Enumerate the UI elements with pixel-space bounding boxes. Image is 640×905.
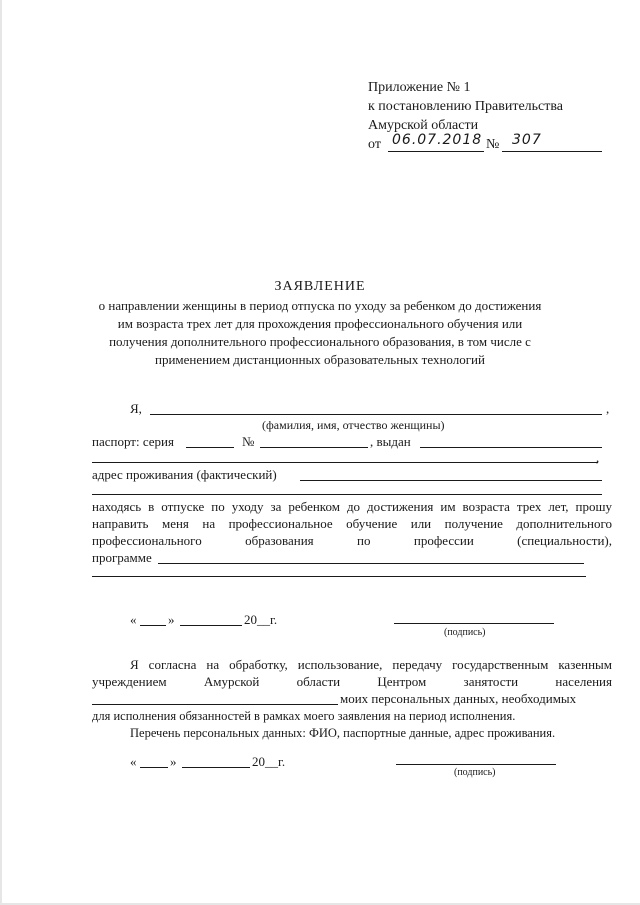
program-field[interactable] — [158, 563, 584, 564]
request-line-2: направить меня на профессиональное обучение или получение дополнительного — [92, 516, 612, 531]
request-line-1: находясь в отпуске по уходу за ребенком до достижения им возраста трех лет, прошу — [92, 499, 612, 514]
title-sub-line-3: получения дополнительного профессионального образования, в том числе с — [109, 334, 531, 349]
title-sub-line-4: применением дистанционных образовательных технологий — [155, 352, 485, 367]
sign2-signature-field[interactable] — [396, 764, 556, 765]
sign1-signature-field[interactable] — [394, 623, 554, 624]
consent-line-2: учреждением Амурской области Центром занятости населения — [92, 674, 612, 689]
sign2-day-field[interactable] — [140, 767, 168, 768]
date-underline — [388, 151, 484, 152]
title-sub-line-1: о направлении женщины в период отпуска по уходу за ребенком до достижения — [98, 298, 542, 313]
sign2-month-field[interactable] — [182, 767, 250, 768]
consent-line-1: Я согласна на обработку, использование, передачу государственным казенным — [130, 657, 612, 672]
passport-number-label: № — [242, 434, 255, 449]
consent-line-3: моих персональных данных, необходимых — [340, 691, 577, 706]
sign2-date-close: » — [170, 754, 177, 769]
ya-label: Я, — [130, 401, 142, 416]
sign1-date-close: » — [168, 612, 175, 627]
handwritten-number: 307 — [512, 132, 542, 148]
appendix-decree: к постановлению Правительства — [368, 99, 564, 114]
program-field-continued[interactable] — [92, 576, 586, 577]
issued-comma: , — [596, 450, 600, 465]
passport-number-field[interactable] — [260, 447, 368, 448]
scan-edge-left — [0, 0, 2, 905]
consent-center-field[interactable] — [92, 704, 338, 705]
fio-hint: (фамилия, имя, отчество женщины) — [262, 418, 445, 432]
program-label: программе — [92, 550, 152, 565]
sign1-day-field[interactable] — [140, 625, 166, 626]
sign1-month-field[interactable] — [180, 625, 242, 626]
sign1-date-open: « — [130, 612, 137, 627]
sign1-year: 20__г. — [244, 612, 278, 627]
fio-field[interactable] — [150, 414, 602, 415]
fio-comma: , — [606, 401, 610, 416]
sign2-hint: (подпись) — [454, 767, 496, 778]
title-sub-line-2: им возраста трех лет для прохождения профессионального обучения или — [117, 316, 523, 331]
from-label: от — [368, 137, 381, 152]
issued-by-field-continued[interactable] — [92, 462, 598, 463]
consent-line-4: для исполнения обязанностей в рамках моего заявления на период исполнения. — [92, 709, 516, 723]
handwritten-date: 06.07.2018 — [392, 132, 483, 148]
document-title: ЗАЯВЛЕНИЕ — [274, 279, 366, 294]
consent-data-list: Перечень персональных данных: ФИО, паспортные данные, адрес проживания. — [130, 726, 556, 740]
issued-label: , выдан — [370, 434, 411, 449]
passport-label: паспорт: серия — [92, 434, 174, 449]
appendix-number: Приложение № 1 — [368, 80, 471, 95]
passport-series-field[interactable] — [186, 447, 234, 448]
sign2-date-open: « — [130, 754, 137, 769]
sign2-year: 20__г. — [252, 754, 286, 769]
number-label: № — [486, 137, 500, 152]
number-underline — [502, 151, 602, 152]
issued-by-field[interactable] — [420, 447, 602, 448]
address-field-continued[interactable] — [92, 494, 602, 495]
request-line-3: профессионального образования по профессии (специальности), — [92, 533, 612, 548]
appendix-region: Амурской области — [368, 118, 479, 133]
sign1-hint: (подпись) — [444, 627, 486, 638]
address-field[interactable] — [300, 480, 602, 481]
address-label: адрес проживания (фактический) — [92, 467, 277, 482]
